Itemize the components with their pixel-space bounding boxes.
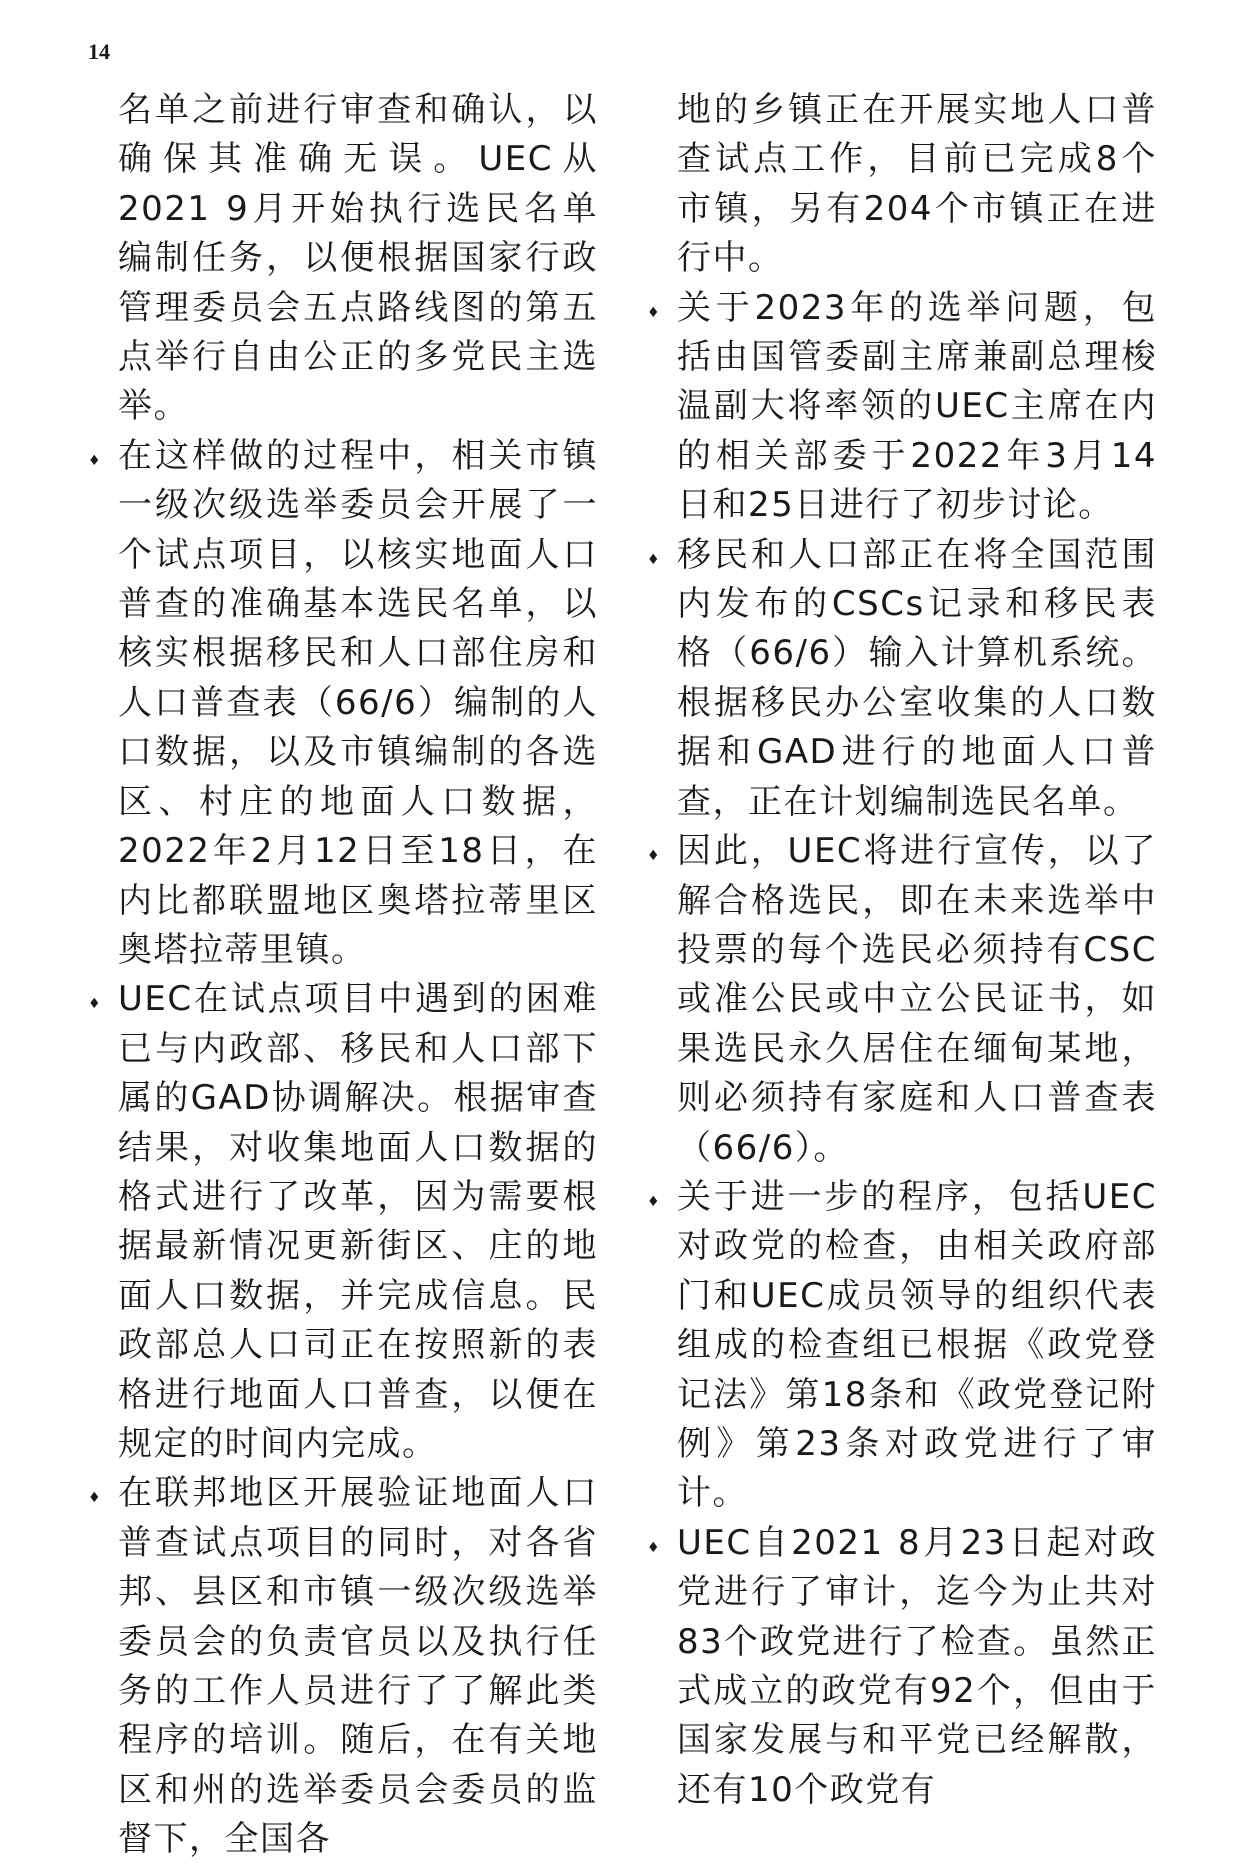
bullet-paragraph-2023-election: ♦ 关于2023年的选举问题，包括由国管委副主席兼副总理梭温副大将率领的UEC主席在内的相关部委于2022年3月14日和25日进行了初步讨论。	[677, 284, 1157, 531]
paragraph-continuation: 名单之前进行审查和确认，以确保其准确无误。UEC从2021 9月开始执行选民名单编制任务，以便根据国家行政管理委员会五点路线图的第五点举行自由公正的多党民主选举。	[118, 90, 598, 427]
bullet-paragraph-voter-awareness: ♦ 因此，UEC将进行宣传，以了解合格选民，即在未来选举中投票的每个选民必须持有CSC或准公民或中立公民证书，如果选民永久居住在缅甸某地，则必须持有家庭和人口普查表（66/6）。	[677, 827, 1157, 1173]
right-column	[677, 86, 1157, 1815]
bullet-paragraph-party-inspection: ♦ 关于进一步的程序，包括UEC对政党的检查，由相关政府部门和UEC成员领导的组织代表组成的检查组已根据《政党登记法》第18条和《政党登记附例》第23条对政党进行了审计。	[677, 1173, 1157, 1519]
bullet-paragraph-pilot-project: ♦ 在这样做的过程中，相关市镇一级次级选举委员会开展了一个试点项目，以核实地面人口普查的准确基本选民名单，以核实根据移民和人口部住房和人口普查表（66/6）编制的人口数据，以及市镇编制的各选区、村庄的地面人口数据，2022年2月12日至18日，在内比都联盟地区奥塔拉蒂里区奥塔拉蒂里镇。	[118, 432, 598, 975]
bullet-paragraph-party-audit: ♦ UEC自2021 8月23日起对政党进行了审计，迄今为止共对83个政党进行了检查。虽然正式成立的政党有92个，但由于国家发展与和平党已经解散，还有10个政党有	[677, 1519, 1157, 1815]
left-column	[118, 86, 598, 1865]
bullet-paragraph-difficulties: ♦ UEC在试点项目中遇到的困难已与内政部、移民和人口部下属的GAD协调解决。根据审查结果，对收集地面人口数据的格式进行了改革，因为需要根据最新情况更新街区、庄的地面人口数据，并完成信息。民政部总人口司正在按照新的表格进行地面人口普查，以便在规定的时间内完成。	[118, 975, 598, 1469]
bullet-paragraph-training: ♦ 在联邦地区开展验证地面人口普查试点项目的同时，对各省邦、县区和市镇一级次级选举委员会的负责官员以及执行任务的工作人员进行了了解此类程序的培训。随后，在有关地区和州的选举委员会委员的监督下，全国各	[118, 1469, 598, 1864]
paragraph-continuation: 地的乡镇正在开展实地人口普查试点工作，目前已完成8个市镇，另有204个市镇正在进行中。	[677, 90, 1157, 279]
bullet-paragraph-csc-records: ♦ 移民和人口部正在将全国范围内发布的CSCs记录和移民表格（66/6）输入计算机系统。根据移民办公室收集的人口数据和GAD进行的地面人口普查，正在计划编制选民名单。	[677, 531, 1157, 827]
page-number: 14	[88, 39, 110, 64]
